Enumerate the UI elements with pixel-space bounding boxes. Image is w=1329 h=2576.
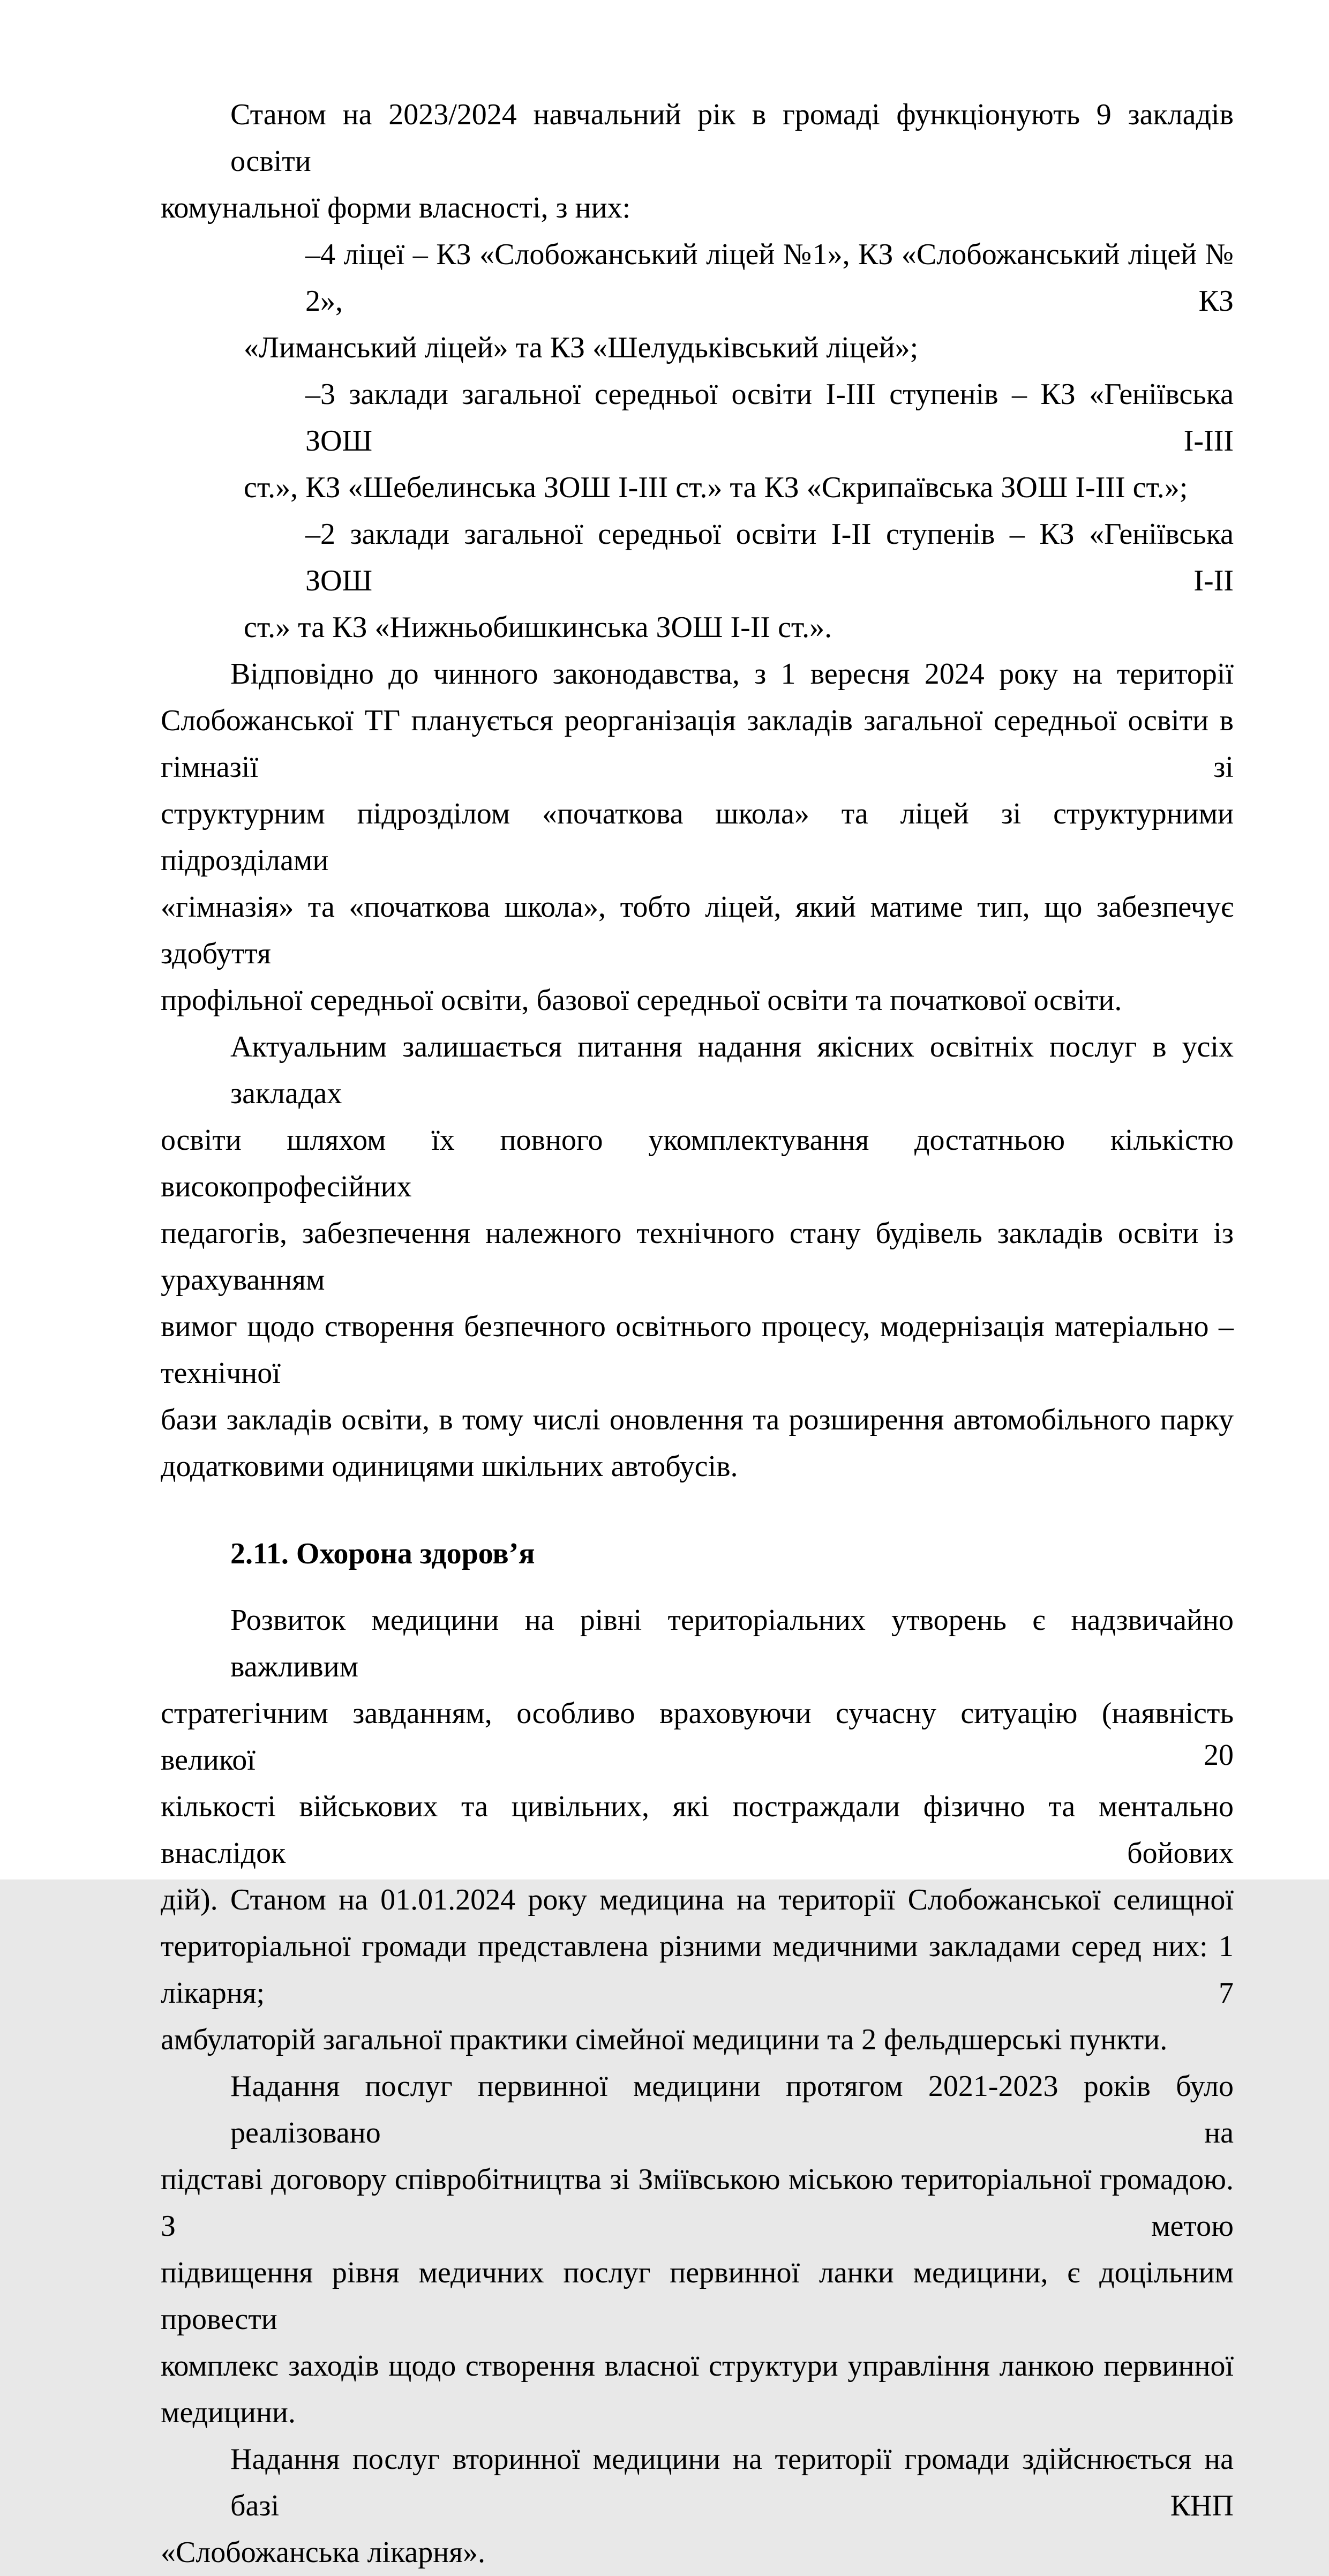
paragraph-line: комплекс заходів щодо створення власної структури управління ланкою первинної [161,2349,1234,2383]
paragraph-line: комунальної форми власності, з них: [161,191,631,224]
paragraph-line: Слобожанської ТГ планується реорганізація закладів загальної середньої освіти в гімназії зі [161,704,1234,784]
list-item-line: –4 ліцеї – КЗ «Слобожанський ліцей №1», КЗ «Слобожанський ліцей № 2», КЗ [305,238,1234,318]
paragraph-line: підвищення рівня медичних послуг первинної ланки медицини, є доцільним провести [161,2256,1234,2336]
paragraph-line: амбулаторій загальної практики сімейної медицини та 2 фельдшерські пункти. [161,2023,1168,2056]
paragraph-line: дій). Станом на 01.01.2024 року медицина на території Слобожанської селищної [161,1883,1234,1916]
paragraph-line: профільної середньої освіти, базової середньої освіти та початкової освіти. [161,984,1122,1017]
paragraph-line: Станом на 2023/2024 навчальний рік в громаді функціонують 9 закладів освіти [230,98,1234,178]
paragraph-line: стратегічним завданням, особливо враховуючи сучасну ситуацію (наявність великої [161,1697,1234,1777]
document-body [161,92,1234,2576]
list-item-line: –2 заклади загальної середньої освіти І-ІІ ступенів – КЗ «Геніївська ЗОШ І-ІІ [305,518,1234,597]
paragraph-line: вимог щодо створення безпечного освітнього процесу, модернізація матеріально – технічної [161,1310,1234,1390]
paragraph-line: Відповідно до чинного законодавства, з 1 вересня 2024 року на території [230,657,1234,691]
paragraph-line: підставі договору співробітництва зі Зміївською міською територіальної громадою. З метою [161,2163,1234,2243]
paragraph-line: територіальної громади представлена різними медичними закладами серед них: 1 лікарня; 7 [161,1930,1234,2010]
paragraph-line: «гімназія» та «початкова школа», тобто ліцей, який матиме тип, що забезпечує здобуття [161,890,1234,970]
paragraph-line: Надання послуг вторинної медицини на території громади здійснюється на базі КНП [230,2443,1234,2522]
paragraph-line: медицини. [161,2396,296,2429]
list-item-line: «Лиманський ліцей» та КЗ «Шелудьківський ліцей»; [244,331,919,364]
list-item-line: ст.» та КЗ «Нижньобишкинська ЗОШ І-ІІ ст.». [244,611,832,644]
paragraph-line: кількості військових та цивільних, які постраждали фізично та ментально внаслідок бойових [161,1790,1234,1870]
paragraph-line: освіти шляхом їх повного укомплектування достатньою кількістю високопрофесійних [161,1124,1234,1203]
paragraph-line: Розвиток медицини на рівні територіальних утворень є надзвичайно важливим [230,1604,1234,1683]
paragraph-line: Надання послуг первинної медицини протягом 2021-2023 років було реалізовано на [230,2070,1234,2150]
paragraph-line: структурним підрозділом «початкова школа» та ліцей зі структурними підрозділами [161,797,1234,877]
section-heading: 2.11. Охорона здоровʼя [230,1537,535,1570]
paragraph-line: «Слобожанська лікарня». [161,2536,485,2569]
list-item-line: ст.», КЗ «Шебелинська ЗОШ І-ІІІ ст.» та КЗ «Скрипаївська ЗОШ І-ІІІ ст.»; [244,471,1188,504]
page-number: 20 [1204,1739,1234,1772]
paragraph-line: педагогів, забезпечення належного технічного стану будівель закладів освіти із урахуванням [161,1217,1234,1297]
list-item-line: –3 заклади загальної середньої освіти І-ІІІ ступенів – КЗ «Геніївська ЗОШ І-ІІІ [305,378,1234,458]
paragraph-line: бази закладів освіти, в тому числі оновлення та розширення автомобільного парку [161,1403,1234,1436]
paragraph-line: додатковими одиницями шкільних автобусів. [161,1450,738,1483]
paragraph-line: Актуальним залишається питання надання якісних освітніх послуг в усіх закладах [230,1030,1234,1110]
